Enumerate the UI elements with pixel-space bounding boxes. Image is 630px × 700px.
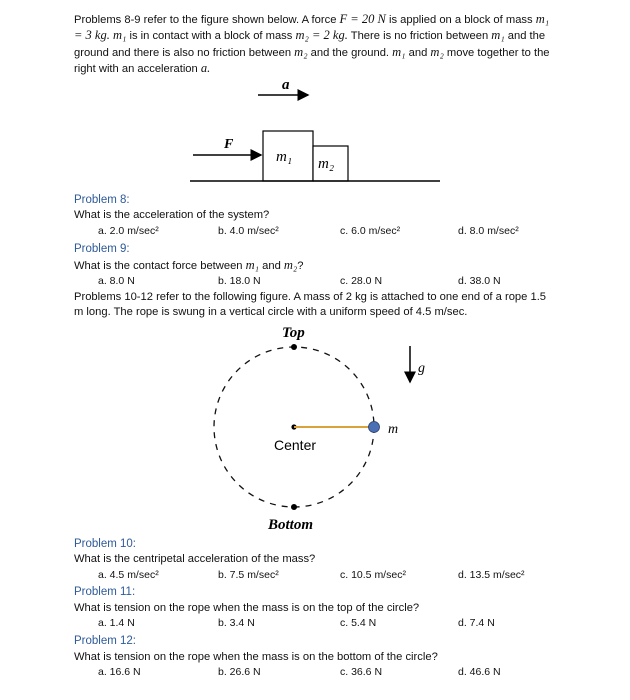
intro-text: move together to the right with an acceleration xyxy=(74,46,550,76)
problem-10-title: Problem 10: xyxy=(74,538,137,550)
top-label: Top xyxy=(282,325,305,341)
intro-text: There is no friction between xyxy=(350,30,489,43)
center-label: Center xyxy=(274,437,317,453)
problem-10-option-c: c. 10.5 m/sec² xyxy=(340,569,406,581)
problem-9-option-d: d. 38.0 N xyxy=(458,275,501,287)
problem-11-question: What is tension on the rope when the mass is on the top of the circle? xyxy=(74,602,420,614)
intro-text: Problems 8-9 refer to the figure shown below. A force xyxy=(74,14,337,26)
force-equation: F = 20 N xyxy=(339,12,386,26)
problem-10-option-a: a. 4.5 m/sec² xyxy=(98,569,159,581)
block-m2-label: m₂ xyxy=(318,156,335,172)
blocks-figure xyxy=(190,77,440,181)
problem-12-title: Problem 12: xyxy=(74,635,137,647)
circle-figure xyxy=(214,325,425,533)
problem-8-option-a: a. 2.0 m/sec² xyxy=(98,225,159,237)
problem-11-option-c: c. 5.4 N xyxy=(340,617,377,629)
mass-point xyxy=(369,422,380,433)
problem-10-option-d: d. 13.5 m/sec² xyxy=(458,569,525,581)
gravity-label: g xyxy=(418,361,425,376)
bottom-point xyxy=(291,504,297,510)
problem-8-title: Problem 8: xyxy=(74,194,130,206)
intro-text: is applied on a block of mass xyxy=(388,14,533,26)
problem-11-option-b: b. 3.4 N xyxy=(218,617,255,629)
problem-9-title: Problem 9: xyxy=(74,243,130,255)
bottom-label: Bottom xyxy=(268,517,314,533)
intro-text: and the ground. xyxy=(310,46,390,59)
m1-symbol: m₁ xyxy=(112,28,127,43)
problem-9-option-c: c. 28.0 N xyxy=(340,275,383,287)
m1-symbol: m₁ xyxy=(245,258,260,272)
intro-text: and the ground and there is also no friction between xyxy=(74,30,546,59)
problem-12-question: What is tension on the rope when the mass is on the bottom of the circle? xyxy=(74,651,438,663)
problem-12-option-a: a. 16.6 N xyxy=(98,666,141,678)
problem-11-option-d: d. 7.4 N xyxy=(458,617,495,629)
m2-symbol: m₂ xyxy=(294,44,308,59)
problem-12-option-b: b. 26.6 N xyxy=(218,666,261,678)
intro-text: and xyxy=(408,46,428,59)
problem-10-option-b: b. 7.5 m/sec² xyxy=(218,569,279,581)
problem-8-option-d: d. 8.0 m/sec² xyxy=(458,225,519,237)
circle-intro-paragraph: Problems 10-12 refer to the following figure. A mass of 2 kg is attached to one end of a rope 1.5 m long. The rope is swung in a vertical circle with a uniform speed of 4.5 m/sec. xyxy=(74,291,547,319)
problem-12-option-c: c. 36.6 N xyxy=(340,666,383,678)
question-text: and xyxy=(262,260,281,272)
problem-9-option-b: b. 18.0 N xyxy=(218,275,261,287)
intro-text: is in contact with a block of mass xyxy=(129,30,293,43)
a-symbol: a. xyxy=(200,61,211,76)
problem-9-option-a: a. 8.0 N xyxy=(98,275,135,287)
question-text: What is the contact force between xyxy=(74,260,243,272)
m2-symbol: m₂ xyxy=(283,258,298,272)
m1-symbol: m₁ xyxy=(392,44,406,59)
mass-label: m xyxy=(388,422,399,437)
acceleration-label: a xyxy=(282,77,290,93)
problem-11-option-a: a. 1.4 N xyxy=(98,617,135,629)
problem-11-title: Problem 11: xyxy=(74,586,136,598)
problem-10-question: What is the centripetal acceleration of the mass? xyxy=(74,553,316,565)
problem-9-question xyxy=(74,258,304,273)
block-m1-label: m₁ xyxy=(276,149,293,165)
question-mark: ? xyxy=(297,260,304,272)
problem-8-option-c: c. 6.0 m/sec² xyxy=(340,225,401,237)
m1-symbol: m₁ xyxy=(491,28,505,43)
force-label: F xyxy=(224,137,234,152)
top-point xyxy=(291,344,297,350)
problem-12-option-d: d. 46.6 N xyxy=(458,666,501,678)
problem-8-option-b: b. 4.0 m/sec² xyxy=(218,225,279,237)
problem-8-question: What is the acceleration of the system? xyxy=(74,209,270,221)
m1-equation: m₁ = 3 kg. xyxy=(74,12,550,43)
m2-equation: m₂ = 2 kg. xyxy=(295,28,348,43)
m2-symbol: m₂ xyxy=(430,44,444,59)
